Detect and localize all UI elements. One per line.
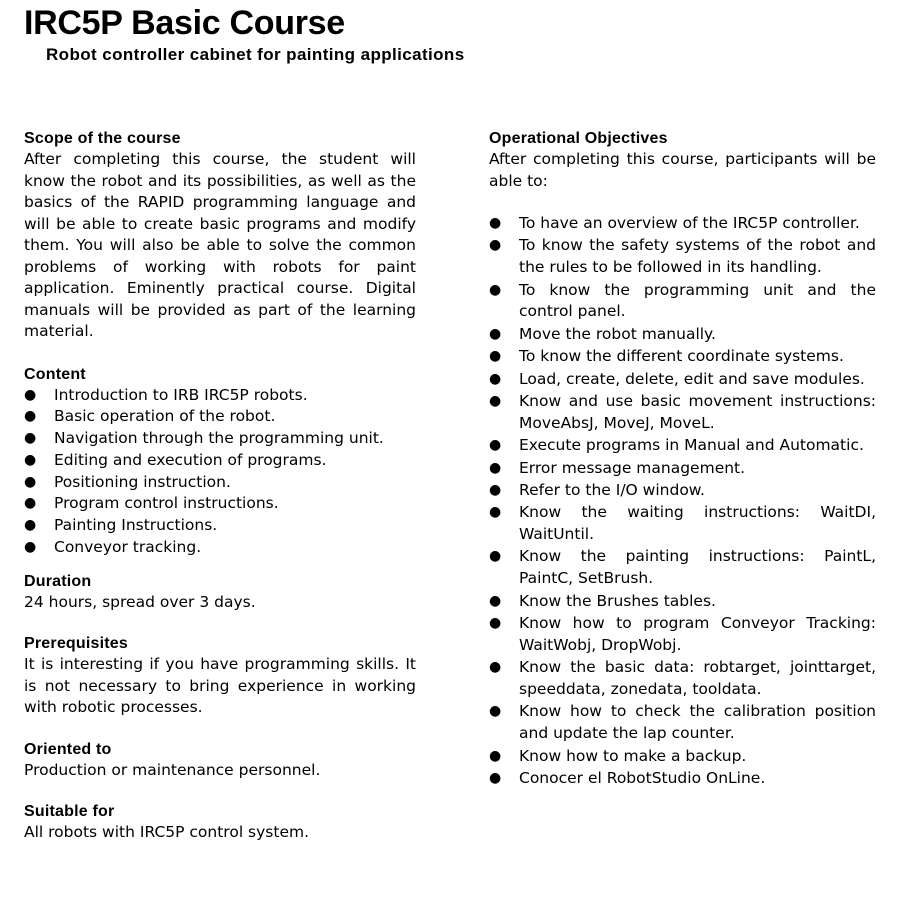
list-item-text: Know the basic data: robtarget, jointtarget, speeddata, zonedata, tooldata. — [519, 658, 876, 699]
list-item-text: Know the waiting instructions: WaitDI, WaitUntil. — [519, 503, 876, 544]
objectives-section — [489, 128, 876, 790]
list-item: ● Know the waiting instructions: WaitDI, WaitUntil. — [489, 503, 876, 544]
list-item-text: Positioning instruction. — [54, 472, 231, 491]
list-item: ● Basic operation of the robot. — [24, 407, 276, 426]
list-item: ● Positioning instruction. — [24, 472, 231, 491]
list-item-text: Conveyor tracking. — [54, 538, 202, 557]
list-item: ● Load, create, delete, edit and save modules. — [489, 369, 865, 388]
list-item-text: To know the safety systems of the robot and the rules to be followed in its handling. — [519, 236, 876, 277]
oriented-text: Production or maintenance personnel. — [24, 760, 321, 779]
list-item-text: Refer to the I/O window. — [519, 480, 705, 499]
page-subtitle: Robot controller cabinet for painting applications — [46, 45, 465, 64]
list-item-text: Basic operation of the robot. — [54, 407, 276, 426]
list-item-text: Know the Brushes tables. — [519, 591, 716, 610]
list-item: ● To know the different coordinate systems. — [489, 347, 844, 366]
content-list — [24, 385, 416, 559]
list-item: ● Know how to make a backup. — [489, 746, 747, 765]
objectives-heading: Operational Objectives — [489, 130, 668, 147]
list-item: ● Program control instructions. — [24, 494, 279, 513]
list-item-text: Navigation through the programming unit. — [54, 429, 384, 448]
prerequisites-text: It is interesting if you have programming skills. It is not necessary to bring experience in working with robotic processes. — [24, 655, 416, 717]
scope-section — [24, 128, 416, 343]
duration-heading: Duration — [24, 572, 92, 590]
objectives-intro: After completing this course, participants will be able to: — [489, 150, 876, 190]
content-section — [24, 364, 416, 559]
list-item-text: Conocer el RobotStudio OnLine. — [519, 769, 766, 788]
list-item-text: Painting Instructions. — [54, 516, 218, 535]
suitable-heading: Suitable for — [24, 803, 115, 821]
duration-section — [24, 571, 416, 614]
list-item-text: Execute programs in Manual and Automatic. — [519, 436, 864, 455]
oriented-heading: Oriented to — [24, 740, 112, 758]
list-item-text: To know the different coordinate systems. — [519, 347, 844, 366]
objectives-list — [489, 213, 876, 790]
list-item: ● To know the safety systems of the robot and the rules to be followed in its handling. — [489, 236, 876, 277]
list-item: ● Editing and execution of programs. — [24, 450, 327, 469]
list-item-text: Introduction to IRB IRC5P robots. — [54, 385, 308, 404]
suitable-section — [24, 801, 416, 844]
left-column — [24, 128, 416, 844]
list-item: ● Conocer el RobotStudio OnLine. — [489, 769, 766, 788]
list-item-text: Editing and execution of programs. — [54, 450, 327, 469]
duration-text: 24 hours, spread over 3 days. — [24, 592, 256, 611]
list-item: ● Painting Instructions. — [24, 516, 218, 535]
list-item-text: Load, create, delete, edit and save modules. — [519, 369, 865, 388]
list-item: ● Error message management. — [489, 458, 746, 477]
list-item: ● Conveyor tracking. — [24, 538, 202, 557]
prerequisites-section — [24, 633, 416, 719]
content-heading: Content — [24, 365, 86, 383]
oriented-section — [24, 739, 416, 782]
list-item-text: Know the painting instructions: PaintL, PaintC, SetBrush. — [519, 547, 876, 588]
list-item-text: Know how to program Conveyor Tracking: WaitWobj, DropWobj. — [519, 614, 876, 654]
list-item-text: Error message management. — [519, 458, 746, 477]
list-item: ● Know and use basic movement instructions: MoveAbsJ, MoveJ, MoveL. — [489, 391, 876, 432]
right-column — [489, 128, 876, 790]
list-item: ● Navigation through the programming unit. — [24, 429, 384, 448]
suitable-text: All robots with IRC5P control system. — [24, 823, 310, 842]
prerequisites-heading: Prerequisites — [24, 635, 128, 653]
list-item: ● Know the basic data: robtarget, jointtarget, speeddata, zonedata, tooldata. — [489, 658, 876, 699]
list-item-text: Move the robot manually. — [519, 324, 716, 343]
list-item-text: To have an overview of the IRC5P controller. — [519, 214, 860, 232]
list-item: ● Know the painting instructions: PaintL, PaintC, SetBrush. — [489, 547, 876, 588]
list-item: ● To have an overview of the IRC5P controller. — [489, 214, 860, 232]
list-item: ● Execute programs in Manual and Automatic. — [489, 436, 864, 455]
scope-text: After completing this course, the student will know the robot and its possibilities, as well as the basics of the RAPID programming language and will be able to create basic programs and modify them. You will also be able to solve the common problems of working with robots for paint application. Eminently practical course. Digital manuals will be provided as part of the learning material. — [24, 150, 416, 340]
list-item: ● Know the Brushes tables. — [489, 591, 716, 610]
list-item-text: Know how to check the calibration position and update the lap counter. — [519, 702, 876, 743]
list-item-text: Know and use basic movement instructions: MoveAbsJ, MoveJ, MoveL. — [519, 391, 876, 432]
list-item: ● Know how to check the calibration position and update the lap counter. — [489, 702, 876, 743]
list-item: ● To know the programming unit and the control panel. — [489, 280, 876, 321]
list-item-text: To know the programming unit and the control panel. — [519, 280, 876, 321]
list-item-text: Program control instructions. — [54, 494, 279, 513]
list-item-text: Know how to make a backup. — [519, 746, 747, 765]
list-item: ● Refer to the I/O window. — [489, 480, 705, 499]
list-item: ● Move the robot manually. — [489, 324, 716, 343]
list-item: ● Introduction to IRB IRC5P robots. — [24, 385, 308, 404]
page-title: IRC5P Basic Course — [24, 4, 345, 42]
list-item: ● Know how to program Conveyor Tracking: WaitWobj, DropWobj. — [489, 614, 876, 654]
scope-heading: Scope of the course — [24, 130, 181, 147]
